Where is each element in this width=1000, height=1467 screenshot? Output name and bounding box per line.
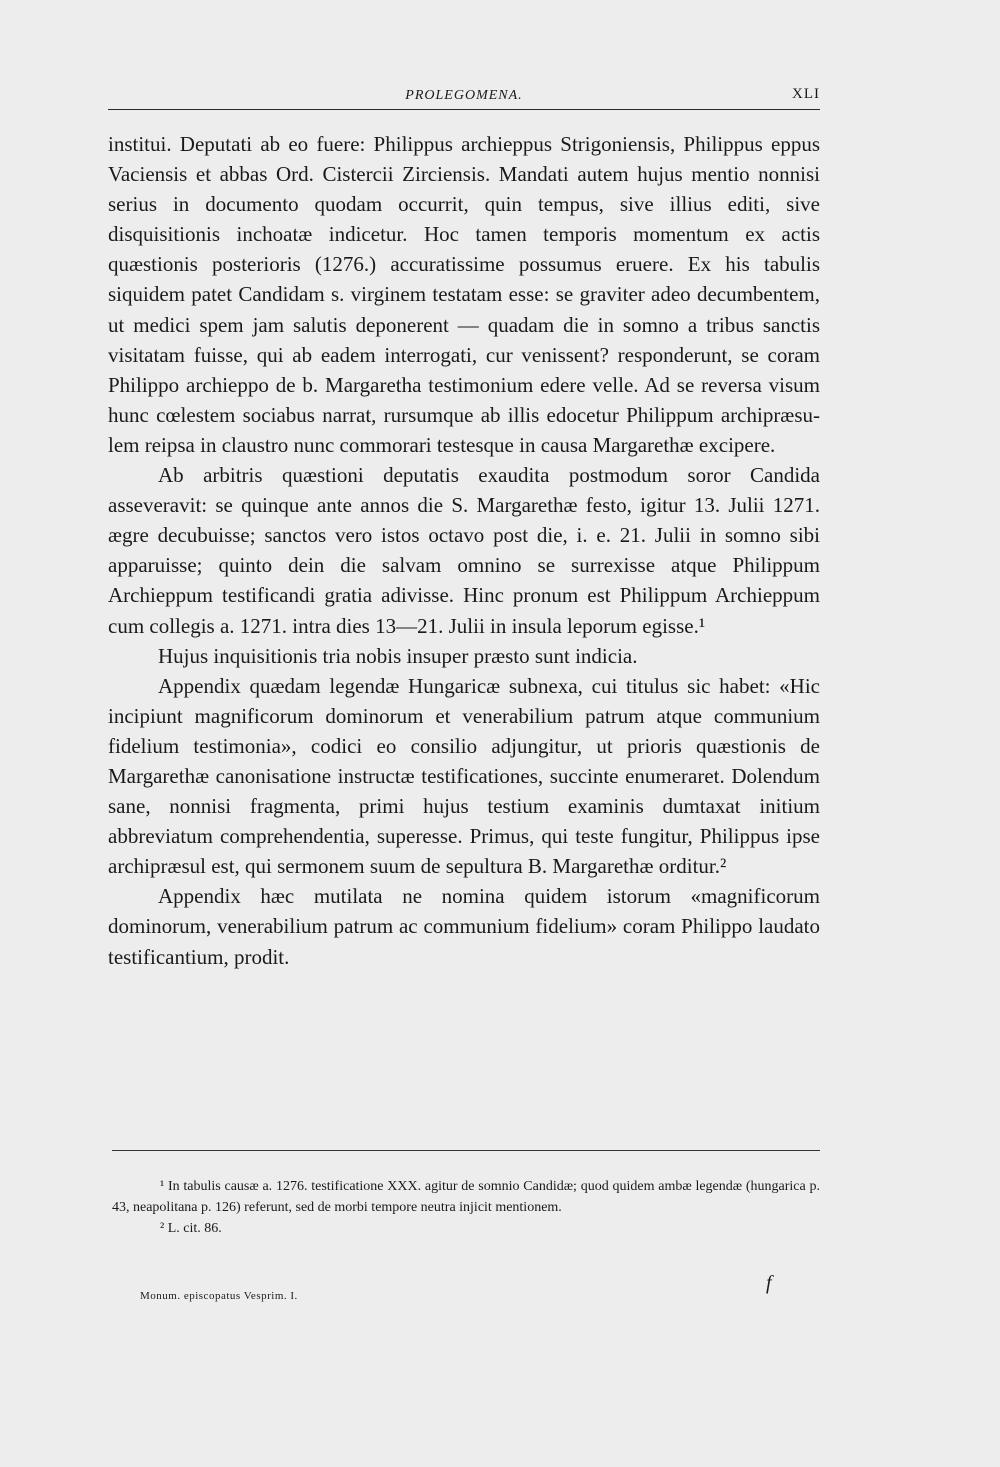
page-number: XLI <box>792 86 820 102</box>
paragraph-1: institui. Deputati ab eo fuere: Philippus archieppus Strigoniensis, Philippus eppus Vaciensis et abbas Ord. Cistercii Zirciensis. Mandati autem hujus mentio nonnisi serius in documento quodam occurrit, quin tempus, sive illius editi, sive disquisitionis inchoatæ indicetur. Hoc tamen temporis momentum ex actis quæstionis posterioris (1276.) accuratissime possumus eruere. Ex his tabulis siquidem patet Candidam s. virginem testatam esse: se graviter adeo decumbentem, ut medici spem jam salutis deponerent — quadam die in somno a tribus sanctis visitatam fuisse, qui ab eadem interrogati, cur venissent? responderunt, se coram Philippo archieppo de b. Margaretha testimonium edere velle. Ad se reversa visum hunc cœlestem sociabus narrat, rursumque ab illis edocetur Philippum archipræsulem reipsa in claustro nunc commorari testesque in causa Margarethæ excipere. <box>108 132 820 457</box>
running-head <box>108 84 820 108</box>
paragraph-4: Appendix quædam legendæ Hungaricæ subnexa, cui titulus sic habet: «Hic incipiunt magnificorum dominorum et venerabilium patrum atque communium fidelium testimonia», codici eo consilio adjungitur, ut prioris quæstionis de Margarethæ canonisatione instructæ testificationes, succinte enumeraret. Dolendum sane, nonnisi fragmenta, primi hujus testium examinis dumtaxat initium abbreviatum comprehendentia, superesse. Primus, qui teste fungitur, Philippus ipse archipræsul est, qui sermonem suum de sepultura B. Margarethæ orditur.² <box>108 673 820 879</box>
paragraph-3: Hujus inquisitionis tria nobis insuper præsto sunt indicia. <box>158 643 638 668</box>
running-title: PROLEGOMENA. <box>405 88 523 103</box>
footnote-2: ² L. cit. 86. <box>160 1221 222 1236</box>
body-text <box>108 129 820 972</box>
signature-mark: f <box>766 1272 772 1294</box>
footnote-1: ¹ In tabulis causæ a. 1276. testificatione XXX. agitur de somnio Candidæ; quod quidem ambæ legendæ (hungarica p. 43, neapolitana p. 126) referunt, sed de morbi tempore neutra injicit mentionem. <box>112 1179 820 1215</box>
footnotes <box>112 1176 820 1239</box>
paragraph-2: Ab arbitris quæstioni deputatis exaudita postmodum soror Candida asseveravit: se quinque ante annos die S. Margarethæ festo, igitur 13. Julii 1271. ægre decubuisse; sanctos vero istos octavo post die, i. e. 21. Julii in somno sibi apparuisse; quinto dein die salvam omnino se surrexisse atque Philippum Archieppum testificandi gratia adivisse. Hinc pronum est Philippum Archieppum cum collegis a. 1271. intra dies 13—21. Julii in insula leporum egisse.¹ <box>108 463 820 638</box>
paragraph-5: Appendix hæc mutilata ne nomina quidem istorum «magnificorum dominorum, venerabilium patrum ac communium fidelium» coram Philippo laudato testificantium, prodit. <box>108 884 820 969</box>
signature-line: Monum. episcopatus Vesprim. I. <box>140 1290 298 1302</box>
header-rule <box>108 109 820 110</box>
footnote-rule <box>112 1150 820 1151</box>
